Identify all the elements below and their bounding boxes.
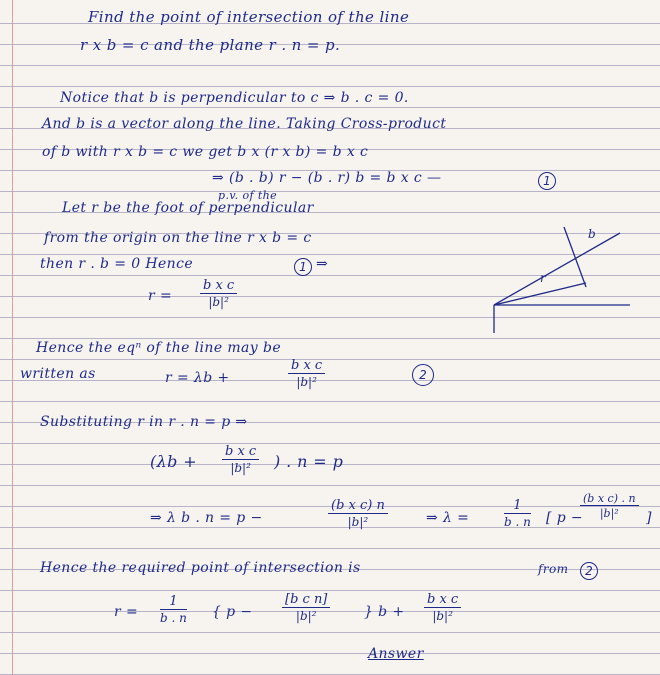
fraction-denominator: |b|² [208, 295, 229, 309]
solution-line-4: ⇒ (b . b) r − (b . r) b = b x c — [212, 170, 442, 186]
diagram-label-r: r [540, 271, 547, 285]
fraction-numerator: (b x c) n [328, 498, 388, 514]
equation-tag-2: 2 [412, 364, 434, 386]
answer-lhs: r = [114, 604, 139, 620]
equation-tag-2-ref: 2 [580, 562, 598, 580]
substitution-rhs: ) . n = p [274, 452, 344, 471]
diagram-label-b: b [588, 227, 597, 241]
fraction-denominator: |b|² [230, 461, 251, 475]
fraction-numerator: 1 [504, 498, 531, 514]
fraction-denominator: |b|² [296, 375, 317, 389]
lambda-bracket-open: [ p − [546, 510, 584, 526]
lambda-step-lhs: ⇒ λ b . n = p − [150, 510, 263, 526]
answer-brace-open: { p − [212, 604, 253, 620]
fraction-denominator: |b|² [432, 609, 453, 623]
diagram-axis-line [494, 233, 620, 305]
equation-r-lhs: r = [148, 288, 173, 304]
answer-fraction-1 [160, 594, 187, 625]
equation-tag-1-ref: 1 [294, 258, 312, 276]
solution-line-2: And b is a vector along the line. Taking Cross-product [42, 116, 447, 132]
lambda-bracket-close: ] [646, 510, 652, 526]
lambda-result-fraction-1 [504, 498, 531, 529]
fraction-numerator: b x c [200, 278, 237, 294]
from-label: from [538, 562, 569, 576]
problem-line-2: r x b = c and the plane r . n = p. [80, 36, 341, 54]
fraction-denominator: |b|² [295, 609, 317, 623]
answer-label: Answer [368, 646, 424, 662]
solution-line-1: Notice that b is perpendicular to c ⇒ b . c = 0. [60, 90, 409, 106]
solution-line-10: Substituting r in r . n = p ⇒ [40, 414, 248, 430]
fraction-numerator: b x c [288, 358, 325, 374]
fraction-numerator: 1 [160, 594, 187, 610]
perpendicular-diagram [480, 225, 630, 339]
solution-line-3: of b with r x b = c we get b x (r x b) = b x c [42, 144, 369, 160]
diagram-line-b [564, 227, 586, 287]
fraction-numerator: (b x c) . n [580, 492, 639, 506]
solution-line-9: written as [20, 366, 96, 382]
equation-r-fraction [200, 278, 237, 309]
substitution-fraction [222, 444, 259, 475]
fraction-numerator: b x c [222, 444, 259, 460]
fraction-numerator: [b c n] [282, 592, 330, 608]
fraction-denominator: |b|² [599, 507, 619, 520]
solution-line-7: then r . b = 0 Hence [40, 256, 194, 272]
lambda-step-fraction [328, 498, 388, 529]
fraction-denominator: b . n [160, 611, 187, 625]
fraction-denominator: b . n [504, 515, 531, 529]
lambda-result-lhs: ⇒ λ = [426, 510, 470, 526]
equation-line-fraction [288, 358, 325, 389]
equation-line-lhs: r = λb + [165, 370, 230, 386]
implies-arrow: ⇒ [316, 256, 329, 272]
solution-line-6: from the origin on the line r x b = c [44, 230, 312, 246]
solution-line-13: Hence the required point of intersection is [40, 560, 361, 576]
solution-line-5: Let r be the foot of perpendicular [62, 200, 314, 216]
diagram-vector-r [494, 283, 586, 305]
answer-fraction-2 [282, 592, 330, 623]
answer-fraction-3 [424, 592, 461, 623]
equation-tag-1: 1 [538, 172, 556, 190]
problem-line-1: Find the point of intersection of the line [88, 8, 410, 26]
lambda-result-fraction-2 [580, 492, 639, 520]
substitution-lhs: (λb + [150, 452, 198, 471]
fraction-numerator: b x c [424, 592, 461, 608]
note-pv-of-the: p.v. of the [218, 189, 278, 202]
solution-line-8: Hence the eqⁿ of the line may be [36, 340, 282, 356]
answer-brace-close: } b + [364, 604, 405, 620]
fraction-denominator: |b|² [347, 515, 369, 529]
margin-line [12, 0, 13, 675]
